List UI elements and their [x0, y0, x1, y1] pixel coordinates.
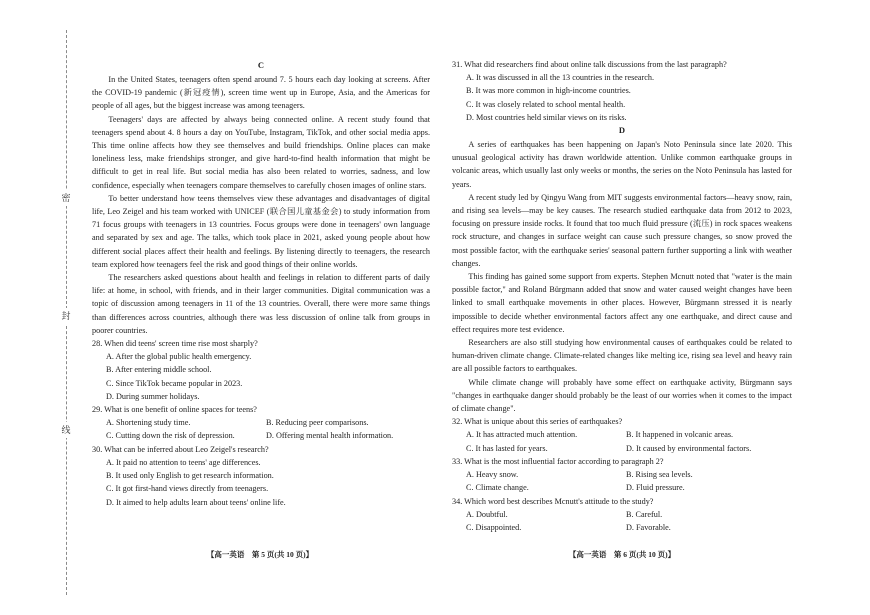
option: B. It used only English to get research information. [106, 471, 274, 481]
question-stem: 33. What is the most influential factor according to paragraph 2? [452, 456, 664, 466]
question-31 [452, 58, 792, 124]
binding-mark-seal: 密 [58, 190, 74, 206]
question-30 [92, 443, 430, 509]
passage-paragraph: While climate change will probably have some effect on earthquake activity, Bürgmann says "changes in earthquake danger should probably be the least of our worries when it comes to the impact of climate change". [452, 377, 792, 414]
question-stem: 29. What is one benefit of online spaces for teens? [92, 405, 257, 415]
passage-paragraph: A recent study led by Qingyu Wang from MIT suggests environmental factors—heavy snow, rain, and rising sea levels—may be key causes. The research studied earthquake data from 2012 to 2023, focusing on pressure inside rocks. It found that too much fluid pressure (流压) in rock spaces weakens rock structure, and changes in surface weight can cause such pressure changes, so snow proved the most possible factor, with the earthquake series' seasonal pattern further supporting a link with weather changes. [452, 192, 792, 268]
option: D. It aimed to help adults learn about teens' online life. [106, 497, 286, 507]
option: B. Rising sea levels. [626, 470, 693, 480]
page-footer-left: 【高一英语 第 5 页(共 10 页)】 [206, 550, 314, 559]
option: A. It was discussed in all the 13 countries in the research. [466, 73, 655, 83]
option: C. Since TikTok became popular in 2023. [106, 378, 243, 388]
option: D. It caused by environmental factors. [626, 443, 752, 453]
option: A. It paid no attention to teens' age differences. [106, 457, 261, 467]
option: A. After the global public health emergency. [106, 352, 252, 362]
binding-mark-seal: 封 [58, 308, 74, 324]
passage-paragraph: This finding has gained some support from experts. Stephen Mcnutt noted that "water is the main possible factor," and Roland Bürgmann added that snow and water caused weight changes have been linked to small earthquake movements in other places. However, Bürgmann stressed it is nearly impossible to decide whether environmental factors affect any one earthquake, and direct cause and effect requires more test evidence. [452, 272, 792, 334]
option: A. Heavy snow. [466, 470, 519, 480]
question-stem: 31. What did researchers find about online talk discussions from the last paragraph? [452, 60, 727, 69]
option: A. Shortening study time. [106, 418, 191, 428]
passage-paragraph: The researchers asked questions about health and feelings in relation to different parts of daily life: at home, in school, with friends, and in their larger communities. Digital communication was a topic of discussion among teenagers in 11 of the 13 countries. Overall, there were more same things than differences across countries, although there was less discussion of online talk from groups in poorer countries. [92, 273, 430, 335]
question-32 [452, 415, 792, 455]
option: D. During summer holidays. [106, 391, 200, 401]
option: C. Climate change. [466, 483, 529, 493]
option: C. It got first-hand views directly from teenagers. [106, 484, 269, 494]
page-footer-right: 【高一英语 第 6 页(共 10 页)】 [568, 550, 676, 559]
binding-mark-line: 线 [58, 422, 74, 438]
question-stem: 28. When did teens' screen time rise most sharply? [92, 339, 258, 349]
question-stem: 30. What can be inferred about Leo Zeigel's research? [92, 444, 269, 454]
question-34 [452, 495, 792, 535]
question-33 [452, 455, 792, 495]
option: B. After entering middle school. [106, 365, 212, 375]
section-label: C [257, 60, 265, 70]
passage-paragraph: Researchers are also still studying how environmental causes of earthquakes could be related to human-driven climate change. Climate-related changes like melting ice, rising sea level and heavy rain are all possible factors to earthquakes. [452, 338, 792, 374]
option: D. Fluid pressure. [626, 483, 685, 493]
question-stem: 34. Which word best describes Mcnutt's attitude to the study? [452, 496, 654, 506]
question-28 [92, 337, 430, 403]
option: C. Disappointed. [466, 522, 522, 532]
left-column [92, 59, 430, 509]
right-column [452, 58, 792, 534]
option: D. Offering mental health information. [266, 431, 394, 441]
option: B. It was more common in high-income countries. [466, 86, 631, 96]
option: D. Favorable. [626, 522, 671, 532]
passage-paragraph: A series of earthquakes has been happening on Japan's Noto Peninsula since late 2020. This unusual geological activity has drawn worldwide attention. Unlike common earthquake groups in volcanic areas, which usually last only weeks or months, the series on the Noto Peninsula has lasted for years. [452, 140, 792, 189]
passage-paragraph: Teenagers' days are affected by always being connected online. A recent study found that teenagers spend about 4. 8 hours a day on YouTube, Instagram, TikTok, and other social media apps. This time online affects how they see themselves and build friendships. Online places can make loneliness less, make friendships stronger, and give hard-to-find health information that might be difficult to get in real life. But social media has also been related to worries, sadness, and low confidence, especially when teenagers compare themselves to carefully chosen images of online stars. [92, 114, 430, 190]
option: B. Careful. [626, 509, 663, 519]
option: C. It was closely related to school mental health. [466, 99, 626, 109]
option: B. Reducing peer comparisons. [266, 418, 369, 428]
option: D. Most countries held similar views on its risks. [466, 112, 627, 122]
option: B. It happened in volcanic areas. [626, 430, 734, 440]
passage-paragraph: In the United States, teenagers often spend around 7. 5 hours each day looking at screens. After the COVID-19 pandemic (新冠疫情), screen time went up in Europe, Asia, and the Americas for people of all ages, but the biggest increase was among teenagers. [92, 75, 430, 111]
passage-paragraph: To better understand how teens themselves view these advantages and disadvantages of digital life, Leo Zeigel and his team worked with UNICEF (联合国儿童基金会) to study information from 71 focus groups with teenagers in 13 countries. Focus groups were done in teenagers' own language and separated by sex and age. The talks, which took place in 2021, asked young people about how different social places affect their health and feelings. By listening directly to teenagers, the research team explored how teenagers feel the risk and good things of their online worlds. [92, 193, 430, 269]
option: C. It has lasted for years. [466, 443, 548, 453]
option: C. Cutting down the risk of depression. [106, 431, 235, 441]
question-stem: 32. What is unique about this series of earthquakes? [452, 417, 623, 427]
option: A. Doubtful. [466, 509, 508, 519]
question-29 [92, 403, 430, 443]
option: A. It has attracted much attention. [466, 430, 578, 440]
section-label: D [618, 125, 626, 136]
